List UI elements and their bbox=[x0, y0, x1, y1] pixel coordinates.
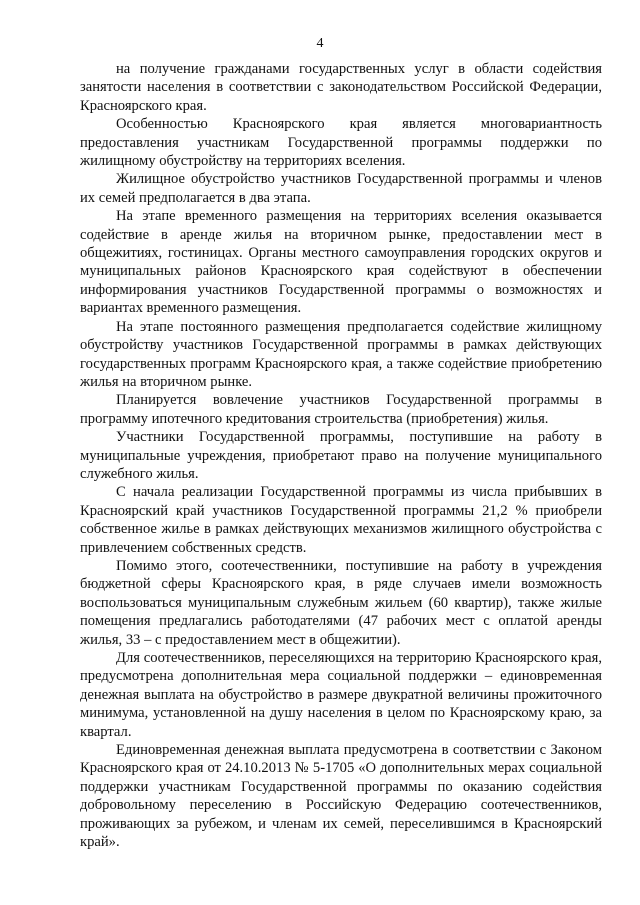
paragraph-4: На этапе временного размещения на территориях вселения оказывается содействие в аренде жилья на вторичном рынке, предоставлении мест в общежитиях, гостиницах. Органы местного самоуправления городских округов и муниципальных районов Красноярского края содействуют в обеспечении информирования участников Государственной программы о возможностях и вариантах временного размещения. bbox=[80, 208, 602, 317]
paragraph-8: С начала реализации Государственной программы из числа прибывших в Красноярский край участников Государственной программы 21,2 % приобрели собственное жилье в рамках действующих механизмов жилищного обустройства с привлечением собственных средств. bbox=[80, 484, 602, 556]
paragraph-3: Жилищное обустройство участников Государственной программы и членов их семей предполагается в два этапа. bbox=[80, 171, 602, 206]
paragraph-11: Единовременная денежная выплата предусмотрена в соответствии с Законом Красноярского края от 24.10.2013 № 5-1705 «О дополнительных мерах социальной поддержки участникам Государственной программы по оказанию содействия добровольному переселению в Российскую Федерацию соотечественников, проживающих за рубежом, и членам их семей, переселившимся в Красноярский край». bbox=[80, 742, 602, 851]
page-number: 4 bbox=[316, 36, 324, 51]
document-body bbox=[80, 60, 602, 851]
paragraph-9: Помимо этого, соотечественники, поступившие на работу в учреждения бюджетной сферы Красноярского края, в ряде случаев имели возможность воспользоваться муниципальным служебным жильем (60 квартир), также жилые помещения предлагались работодателями (47 рабочих мест с оплатой аренды жилья, 33 – с предоставлением мест в общежитии). bbox=[80, 557, 602, 648]
paragraph-6: Планируется вовлечение участников Государственной программы в программу ипотечного кредитования строительства (приобретения) жилья. bbox=[80, 392, 602, 427]
paragraph-2: Особенностью Красноярского края является многовариантность предоставления участникам Государственной программы поддержки по жилищному обустройству на территориях вселения. bbox=[80, 116, 602, 170]
paragraph-1: на получение гражданами государственных услуг в области содействия занятости населения в соответствии с законодательством Российской Федерации, Красноярского края. bbox=[80, 61, 602, 114]
paragraph-7: Участники Государственной программы, поступившие на работу в муниципальные учреждения, приобретают право на получение муниципального служебного жилья. bbox=[80, 429, 602, 482]
paragraph-5: На этапе постоянного размещения предполагается содействие жилищному обустройству участников Государственной программы в рамках действующих государственных программ Красноярского края, а также содействие приобретению жилья на вторичном рынке. bbox=[80, 318, 602, 390]
paragraph-10: Для соотечественников, переселяющихся на территорию Красноярского края, предусмотрена дополнительная мера социальной поддержки – единовременная денежная выплата на обустройство в размере двукратной величины прожиточного минимума, установленной на душу населения в целом по Красноярскому краю, за квартал. bbox=[80, 650, 602, 740]
